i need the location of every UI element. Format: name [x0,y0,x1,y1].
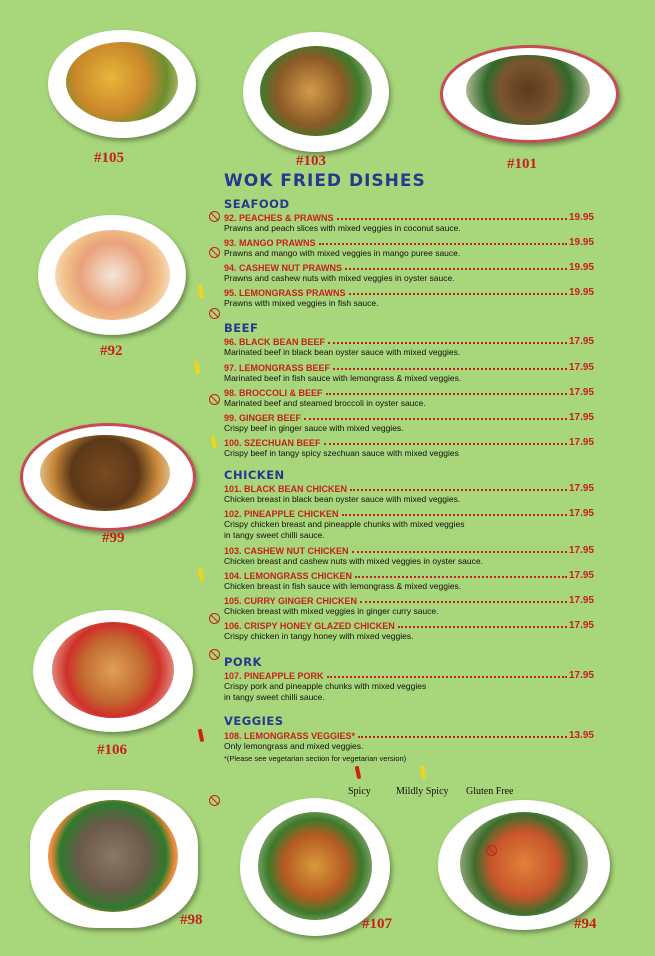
item-name: 93. MANGO PRAWNS [224,238,316,248]
item-name: 102. PINEAPPLE CHICKEN [224,509,339,519]
item-price: 17.95 [568,362,594,373]
item-description-line2: in tangy sweet chilli sauce. [224,530,325,540]
item-description-line2: in tangy sweet chilli sauce. [224,692,325,702]
section-heading-pork: PORK [224,655,262,669]
menu-item [224,729,594,752]
dot-leader [355,576,567,578]
item-name: 100. SZECHUAN BEEF [224,438,321,448]
dot-leader [328,342,567,344]
item-price: 19.95 [568,287,594,298]
gluten-free-icon [486,845,497,856]
legend-spicy: Spicy [348,786,371,797]
item-name: 94. CASHEW NUT PRAWNS [224,263,343,273]
item-description: Prawns and cashew nuts with mixed veggies in oyster sauce. [224,273,455,283]
item-name: 104. LEMONGRASS CHICKEN [224,571,353,581]
spicy-chili-icon [355,766,362,780]
gluten-free-icon [209,394,220,405]
item-name: 96. BLACK BEAN BEEF [224,337,326,347]
item-name: 103. CASHEW NUT CHICKEN [224,546,349,556]
item-description: Crispy chicken in tangy honey with mixed veggies. [224,631,414,641]
gluten-free-icon [209,211,220,222]
item-description: Marinated beef and steamed broccoli in oyster sauce. [224,398,426,408]
dot-leader [352,551,567,553]
item-price: 19.95 [568,212,594,223]
item-description: Only lemongrass and mixed veggies. [224,741,364,751]
section-heading-seafood: SEAFOOD [224,197,290,211]
gluten-free-icon [209,308,220,319]
photo-label-99: #99 [102,530,125,546]
item-description: Prawns with mixed veggies in fish sauce. [224,298,379,308]
dot-leader [350,489,567,491]
menu-item [224,386,594,409]
mild-chili-icon [194,361,201,375]
item-price: 17.95 [568,336,594,347]
item-name: 101. BLACK BEAN CHICKEN [224,484,348,494]
menu-item [224,335,594,358]
photo-label-101: #101 [507,156,537,172]
item-price: 17.95 [568,620,594,631]
photo-label-94: #94 [574,916,597,932]
photo-label-106: #106 [97,742,127,758]
item-description: Marinated beef in fish sauce with lemongrass & mixed veggies. [224,373,462,383]
dot-leader [337,218,567,220]
item-price: 13.95 [568,730,594,741]
dot-leader [398,626,567,628]
menu-item [224,286,594,309]
menu-item [224,594,594,617]
mild-chili-icon [198,285,205,299]
item-description: Chicken breast with mixed veggies in ginger curry sauce. [224,606,439,616]
menu-item [224,211,594,234]
item-price: 17.95 [568,570,594,581]
item-name: 98. BROCCOLI & BEEF [224,388,323,398]
gluten-free-icon [209,247,220,258]
page-title: WOK FRIED DISHES [224,171,426,191]
mild-chili-icon [198,568,205,582]
item-price: 17.95 [568,412,594,423]
dot-leader [326,393,567,395]
item-description: Crispy pork and pineapple chunks with mixed veggies [224,681,427,691]
dot-leader [345,268,567,270]
item-description: Chicken breast in fish sauce with lemongrass & mixed veggies. [224,581,462,591]
menu-item [224,507,594,541]
dot-leader [333,368,567,370]
item-price: 17.95 [568,483,594,494]
item-name: 105. CURRY GINGER CHICKEN [224,596,358,606]
item-description: Crispy beef in tangy spicy szechuan sauce with mixed veggies [224,448,459,458]
item-price: 17.95 [568,387,594,398]
dot-leader [360,601,567,603]
item-name: 97. LEMONGRASS BEEF [224,363,331,373]
photo-label-103: #103 [296,153,326,169]
item-name: 92. PEACHES & PRAWNS [224,213,334,223]
dot-leader [304,418,567,420]
photo-label-105: #105 [94,150,124,166]
item-price: 17.95 [568,670,594,681]
dot-leader [319,243,567,245]
item-name: 106. CRISPY HONEY GLAZED CHICKEN [224,621,395,631]
dot-leader [324,443,567,445]
dot-leader [358,736,567,738]
item-price: 17.95 [568,595,594,606]
photo-label-107: #107 [362,916,392,932]
item-name: 108. LEMONGRASS VEGGIES* [224,731,356,741]
item-price: 17.95 [568,508,594,519]
item-price: 19.95 [568,262,594,273]
item-description: Prawns and mango with mixed veggies in mango puree sauce. [224,248,461,258]
menu-item [224,361,594,384]
item-description: Crispy chicken breast and pineapple chunks with mixed veggies [224,519,465,529]
photo-label-98: #98 [180,912,203,928]
menu-item [224,669,594,703]
menu-item [224,619,594,642]
menu-item [224,569,594,592]
section-heading-chicken: CHICKEN [224,468,285,482]
spicy-chili-icon [198,729,205,743]
menu-item [224,544,594,567]
item-description: Chicken breast in black bean oyster sauce with mixed veggies. [224,494,461,504]
section-heading-veggies: VEGGIES [224,714,284,728]
item-price: 19.95 [568,237,594,248]
item-description: Prawns and peach slices with mixed veggies in coconut sauce. [224,223,461,233]
item-description: Crispy beef in ginger sauce with mixed veggies. [224,423,404,433]
legend-mildly-spicy: Mildly Spicy [396,786,449,797]
vegetarian-note: *(Please see vegetarian section for vegetarian version) [224,754,407,763]
item-name: 95. LEMONGRASS PRAWNS [224,288,346,298]
gluten-free-icon [209,795,220,806]
dot-leader [327,676,567,678]
item-description: Chicken breast and cashew nuts with mixed veggies in oyster sauce. [224,556,483,566]
item-price: 17.95 [568,437,594,448]
menu-item [224,236,594,259]
section-heading-beef: BEEF [224,321,259,335]
menu-item [224,482,594,505]
mild-chili-icon [211,436,218,450]
menu-item [224,436,594,459]
item-description: Marinated beef in black bean oyster sauce with mixed veggies. [224,347,461,357]
dot-leader [349,293,567,295]
dot-leader [342,514,567,516]
item-name: 107. PINEAPPLE PORK [224,671,324,681]
item-price: 17.95 [568,545,594,556]
gluten-free-icon [209,613,220,624]
menu-item [224,411,594,434]
gluten-free-icon [209,649,220,660]
photo-label-92: #92 [100,343,123,359]
menu-item [224,261,594,284]
legend-gluten-free: Gluten Free [466,786,514,797]
item-name: 99. GINGER BEEF [224,413,302,423]
mild-chili-icon [420,766,427,780]
